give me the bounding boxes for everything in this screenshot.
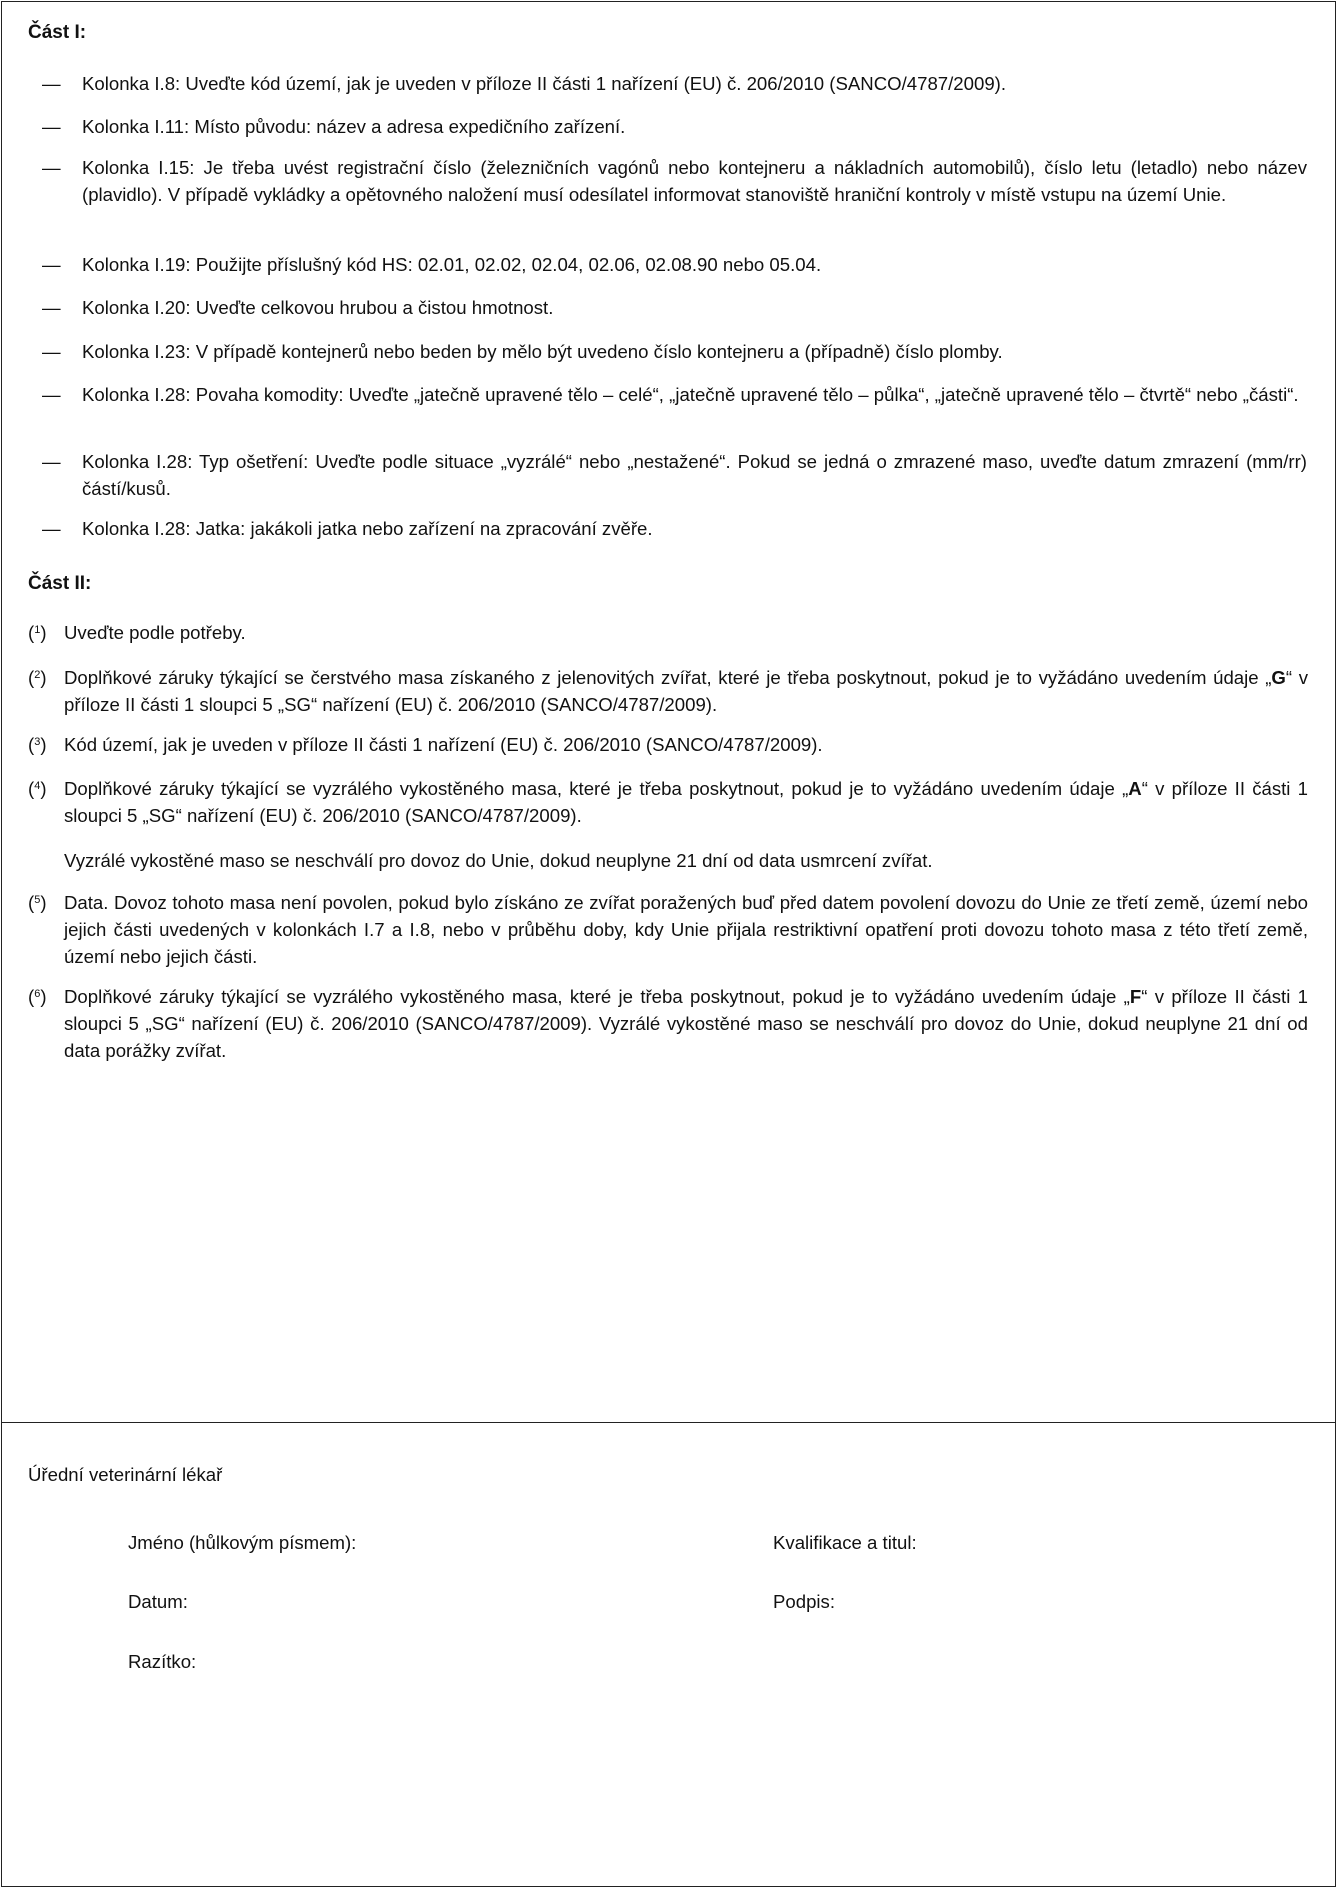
part1-item-text: Kolonka I.8: Uveďte kód území, jak je uveden v příloze II části 1 nařízení (EU) č. 206/2010 (SANCO/4787/2009). bbox=[82, 73, 1007, 94]
footnote-marker: ($^6$) bbox=[28, 986, 47, 1007]
footnote-text: Data. Dovoz tohoto masa není povolen, pokud bylo získáno ze zvířat poražených buď před datem povolení dovozu do Unie ze třetí země, území nebo jejich části uvedených v kolonkách I.7 a I.8, nebo v průběhu doby, kdy Unie přijala restriktivní opatření proti dovozu tohoto masa z této třetí země, území nebo jejich části. bbox=[64, 892, 1308, 967]
footnote-text: Kód území, jak je uveden v příloze II části 1 nařízení (EU) č. 206/2010 (SANCO/4787/2009). bbox=[64, 734, 823, 755]
name-label: Jméno (hůlkovým písmem): bbox=[128, 1532, 357, 1553]
dash-marker: — bbox=[42, 518, 61, 539]
part1-item-text: Kolonka I.28: Jatka: jakákoli jatka nebo zařízení na zpracování zvěře. bbox=[82, 518, 653, 539]
part1-item-text: Kolonka I.23: V případě kontejnerů nebo beden by mělo být uvedeno číslo kontejneru a (případně) číslo plomby. bbox=[82, 341, 1003, 362]
part1-item bbox=[42, 294, 1307, 321]
part1-item-text: Kolonka I.28: Povaha komodity: Uveďte „jatečně upravené tělo – celé“, „jatečně upravené tělo – půlka“, „jatečně upravené tělo – čtvrtě“ nebo „části“. bbox=[82, 384, 1299, 405]
footnote-5 bbox=[28, 889, 1308, 970]
footnote-marker: ($^5$) bbox=[28, 892, 47, 913]
dash-marker: — bbox=[42, 73, 61, 94]
part1-item bbox=[42, 515, 1307, 542]
footnote-4 bbox=[28, 775, 1308, 829]
part1-item bbox=[42, 113, 1307, 140]
part1-title: Část I: bbox=[28, 22, 87, 43]
signature-label: Podpis: bbox=[773, 1591, 836, 1612]
part1-item bbox=[42, 154, 1307, 208]
part1-item-text: Kolonka I.19: Použijte příslušný kód HS: 02.01, 02.02, 02.04, 02.06, 02.08.90 nebo 05.04. bbox=[82, 254, 822, 275]
part1-item bbox=[42, 381, 1307, 408]
footnote-1 bbox=[28, 619, 1308, 646]
footnote-6 bbox=[28, 983, 1308, 1064]
qualification-label: Kvalifikace a titul: bbox=[773, 1532, 917, 1553]
part2-title: Část II: bbox=[28, 573, 92, 594]
dash-marker: — bbox=[42, 116, 61, 137]
footnote-4-extra: Vyzrálé vykostěné maso se neschválí pro dovoz do Unie, dokud neuplyne 21 dní od data usmrcení zvířat. bbox=[64, 850, 933, 871]
stamp-label: Razítko: bbox=[128, 1651, 197, 1672]
part1-item-text: Kolonka I.11: Místo původu: název a adresa expedičního zařízení. bbox=[82, 116, 626, 137]
footnote-marker: ($^3$) bbox=[28, 734, 47, 755]
footnote-marker: ($^2$) bbox=[28, 667, 47, 688]
dash-marker: — bbox=[42, 297, 61, 318]
signature-section bbox=[2, 1423, 1335, 1888]
footnote-text: Doplňkové záruky týkající se vyzrálého vykostěného masa, které je třeba poskytnout, pokud je to vyžádáno uvedením údaje „A“ v příloze II části 1 sloupci 5 „SG“ nařízení (EU) č. 206/2010 (SANCO/4787/2009). bbox=[64, 778, 1308, 826]
footnote-3 bbox=[28, 731, 1308, 758]
part1-item bbox=[42, 251, 1307, 278]
footnote-text: Doplňkové záruky týkající se čerstvého masa získaného z jelenovitých zvířat, které je třeba poskytnout, pokud je to vyžádáno uvedením údaje „G“ v příloze II části 1 sloupci 5 „SG“ nařízení (EU) č. 206/2010 (SANCO/4787/2009). bbox=[64, 667, 1309, 715]
dash-marker: — bbox=[42, 341, 61, 362]
footnote-marker: ($^4$) bbox=[28, 778, 47, 799]
part1-item-text: Kolonka I.28: Typ ošetření: Uveďte podle situace „vyzrálé“ nebo „nestažené“. Pokud se jedná o zmrazené maso, uveďte datum zmrazení (mm/rr) částí/kusů. bbox=[82, 451, 1307, 499]
dash-marker: — bbox=[42, 451, 61, 472]
part1-item bbox=[42, 70, 1307, 97]
dash-marker: — bbox=[42, 384, 61, 405]
official-vet-title: Úřední veterinární lékař bbox=[28, 1464, 223, 1485]
document-frame bbox=[1, 1, 1336, 1887]
footnote-marker: ($^1$) bbox=[28, 622, 47, 643]
dash-marker: — bbox=[42, 254, 61, 275]
part1-item-text: Kolonka I.20: Uveďte celkovou hrubou a čistou hmotnost. bbox=[82, 297, 554, 318]
notes-section bbox=[2, 2, 1335, 1423]
part1-item bbox=[42, 338, 1307, 365]
footnote-2 bbox=[28, 664, 1308, 718]
footnote-text: Doplňkové záruky týkající se vyzrálého vykostěného masa, které je třeba poskytnout, pokud je to vyžádáno uvedením údaje „F“ v příloze II části 1 sloupci 5 „SG“ nařízení (EU) č. 206/2010 (SANCO/4787/2009). Vyzrálé vykostěné maso se neschválí pro dovoz do Unie, dokud neuplyne 21 dní od data porážky zvířat. bbox=[64, 986, 1308, 1061]
dash-marker: — bbox=[42, 157, 61, 178]
part1-item-text: Kolonka I.15: Je třeba uvést registrační číslo (železničních vagónů nebo kontejneru a nákladních automobilů), číslo letu (letadlo) nebo název (plavidlo). V případě vykládky a opětovného naložení musí odesílatel informovat stanoviště hraniční kontroly v místě vstupu na území Unie. bbox=[82, 157, 1307, 205]
footnote-text: Uveďte podle potřeby. bbox=[64, 622, 246, 643]
part1-item bbox=[42, 448, 1307, 502]
date-label: Datum: bbox=[128, 1591, 188, 1612]
